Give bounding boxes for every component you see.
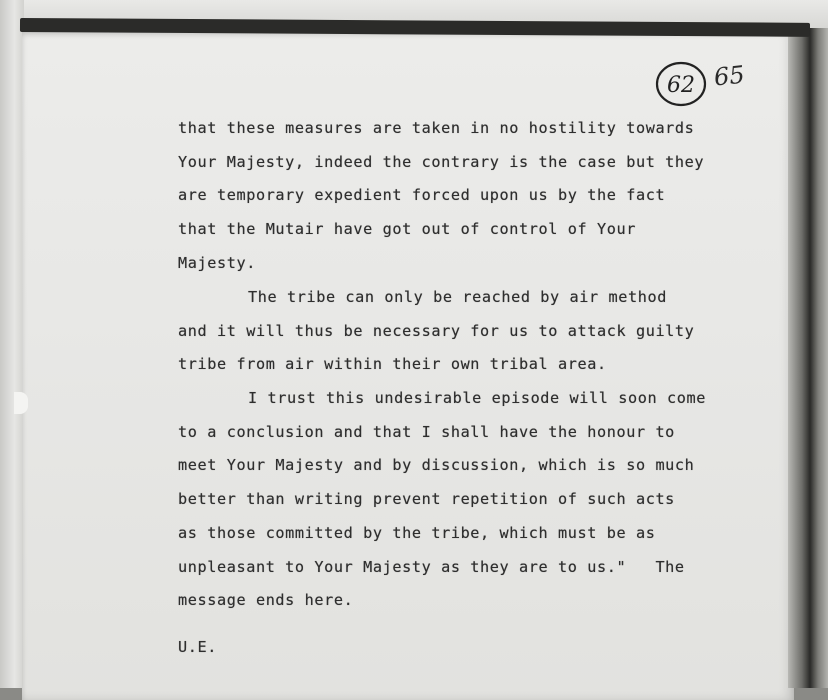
folio-number: 62 [667, 73, 695, 98]
text-line: message ends here. [178, 591, 354, 609]
book-page-edges [788, 28, 828, 688]
text-line: to a conclusion and that I shall have the honour to [178, 423, 675, 441]
text-line: and it will thus be necessary for us to attack guilty [178, 322, 695, 340]
text-line: that the Mutair have got out of control of Your [178, 220, 636, 238]
text-line: are temporary expedient forced upon us by the fact [178, 186, 666, 204]
text-line: Your Majesty, indeed the contrary is the case but they [178, 153, 705, 171]
folio-stamp [654, 58, 710, 110]
book-binding [0, 0, 24, 688]
text-line: I trust this undesirable episode will soon come [248, 389, 706, 407]
text-line: The tribe can only be reached by air method [248, 288, 667, 306]
text-line: as those committed by the tribe, which must be as [178, 524, 656, 542]
folio-secondary-number: 65 [712, 60, 746, 92]
text-line: better than writing prevent repetition of such acts [178, 490, 675, 508]
text-line: Majesty. [178, 254, 256, 272]
signoff-initials: U.E. [178, 638, 217, 656]
page-tab [14, 392, 28, 414]
text-line: that these measures are taken in no hostility towards [178, 119, 695, 137]
text-line: meet Your Majesty and by discussion, which is so much [178, 456, 695, 474]
text-line: unpleasant to Your Majesty as they are to us." The [178, 558, 685, 576]
text-line: tribe from air within their own tribal area. [178, 355, 607, 373]
